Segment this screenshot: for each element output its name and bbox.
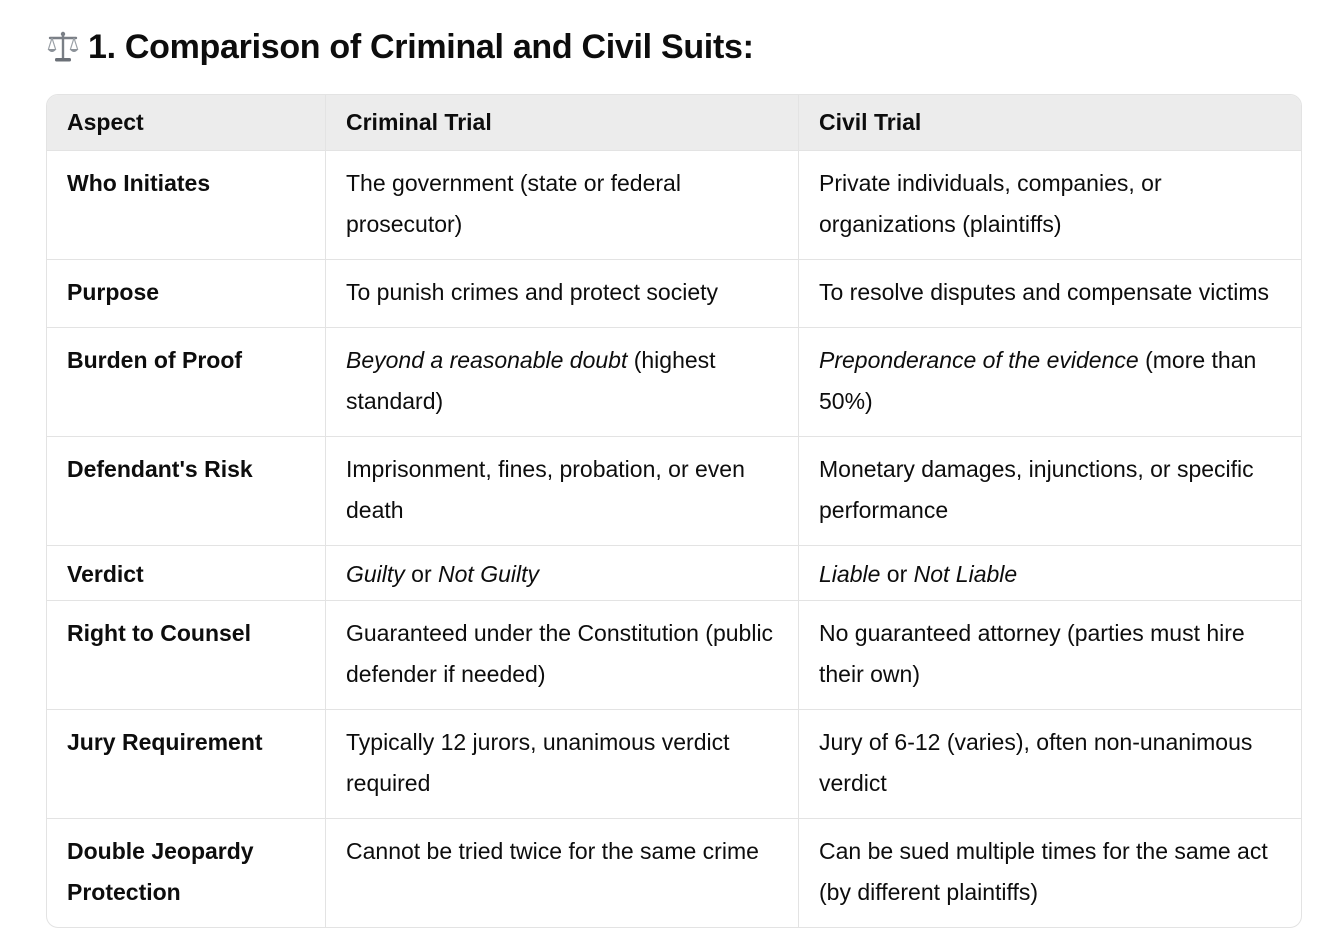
- table-row: [47, 260, 1301, 328]
- aspect-cell: Who Initiates: [47, 151, 326, 260]
- civil-cell: To resolve disputes and compensate victims: [799, 260, 1301, 328]
- balance-scale-icon: [46, 30, 80, 64]
- aspect-cell: Double Jeopardy Protection: [47, 819, 326, 927]
- criminal-or: or: [404, 561, 439, 587]
- civil-cell: Private individuals, companies, or organizations (plaintiffs): [799, 151, 1301, 260]
- criminal-cell: To punish crimes and protect society: [326, 260, 799, 328]
- criminal-cell: The government (state or federal prosecutor): [326, 151, 799, 260]
- civil-option-b: Not Liable: [913, 561, 1018, 587]
- content: [46, 0, 1302, 928]
- aspect-cell: Burden of Proof: [47, 328, 326, 437]
- aspect-cell: Defendant's Risk: [47, 437, 326, 546]
- civil-cell: Monetary damages, injunctions, or specific performance: [799, 437, 1301, 546]
- criminal-cell: Imprisonment, fines, probation, or even death: [326, 437, 799, 546]
- criminal-emphasis: Beyond a reasonable doubt: [346, 347, 628, 373]
- civil-cell: Jury of 6-12 (varies), often non-unanimous verdict: [799, 710, 1301, 819]
- aspect-cell: Jury Requirement: [47, 710, 326, 819]
- table-row: [47, 601, 1301, 710]
- criminal-cell: [326, 546, 799, 601]
- comparison-table: [46, 94, 1302, 928]
- table-row: [47, 328, 1301, 437]
- column-header-civil: Civil Trial: [799, 95, 1301, 151]
- criminal-option-b: Not Guilty: [438, 561, 540, 587]
- column-header-aspect: Aspect: [47, 95, 326, 151]
- aspect-cell: Verdict: [47, 546, 326, 601]
- civil-or: or: [880, 561, 914, 587]
- civil-emphasis: Preponderance of the evidence: [819, 347, 1139, 373]
- civil-cell: [799, 546, 1301, 601]
- civil-option-a: Liable: [819, 561, 881, 587]
- table-row: [47, 819, 1301, 927]
- section-heading: [46, 0, 1302, 94]
- table-row: [47, 710, 1301, 819]
- civil-rest: (more than 50%): [819, 347, 1257, 414]
- criminal-cell: Typically 12 jurors, unanimous verdict required: [326, 710, 799, 819]
- section-title: 1. Comparison of Criminal and Civil Suits:: [88, 27, 754, 66]
- criminal-cell: Cannot be tried twice for the same crime: [326, 819, 799, 927]
- column-header-criminal: Criminal Trial: [326, 95, 799, 151]
- criminal-cell: [326, 328, 799, 437]
- criminal-cell: Guaranteed under the Constitution (public defender if needed): [326, 601, 799, 710]
- table-header-row: [47, 95, 1301, 151]
- civil-cell: Can be sued multiple times for the same act (by different plaintiffs): [819, 838, 1268, 905]
- aspect-cell: Purpose: [47, 260, 326, 328]
- table-row: [47, 151, 1301, 260]
- table-row: [47, 437, 1301, 546]
- civil-cell: No guaranteed attorney (parties must hire their own): [799, 601, 1301, 710]
- table-row: [47, 546, 1301, 601]
- aspect-cell: Right to Counsel: [47, 601, 326, 710]
- criminal-option-a: Guilty: [346, 561, 405, 587]
- civil-cell: [799, 328, 1301, 437]
- criminal-rest: (highest standard): [346, 347, 716, 414]
